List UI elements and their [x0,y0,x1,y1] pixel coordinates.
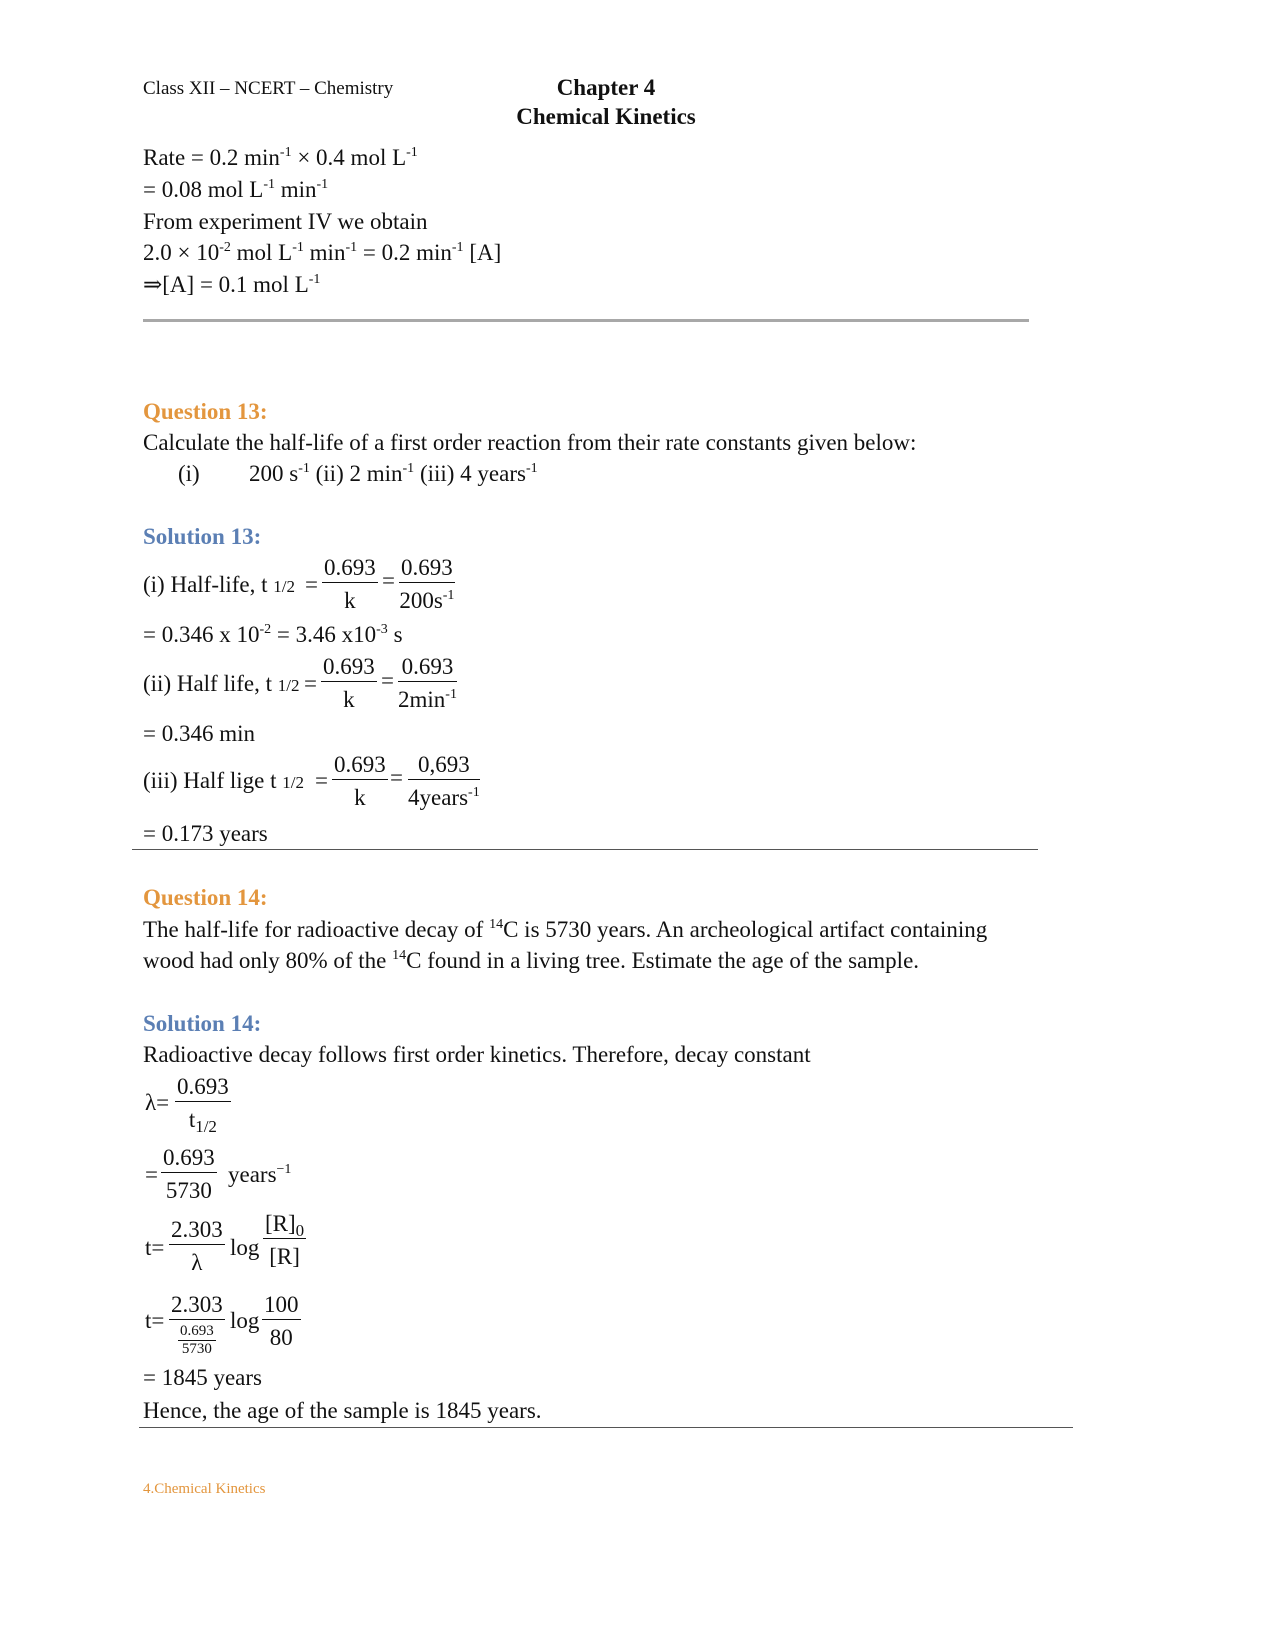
question-14-line-1: The half-life for radioactive decay of $^{14}$C is 5730 years. An archeological artifact containing [143,917,988,942]
solution-13-divider [132,849,1038,850]
s14-years-unit: years$^{-1}$ [228,1162,292,1187]
s13-ii-equals-1: = [304,671,317,696]
question-14-heading: Question 14: [143,885,268,910]
s14-t-fraction-1: $\frac{2.303}{\lambda}$ [171,1217,223,1275]
solution-14-heading: Solution 14: [143,1011,262,1036]
s14-conclusion: Hence, the age of the sample is 1845 years. [143,1398,542,1423]
s13-i-fraction-1: $\frac{0.693}{k}$ [324,555,376,613]
prev-line-5: ⇒[A] = 0.1 mol $L^{-1}$ [143,272,321,297]
s13-ii-fraction-2: 0.693 $2\min^{-1}$ [398,654,457,712]
s13-iii-fraction-1: $\frac{0.693}{k}$ [334,752,386,810]
s13-iii-fraction-2: 0,693 4years$^{-1}$ [408,752,480,810]
solution-14-intro: Radioactive decay follows first order kinetics. Therefore, decay constant [143,1042,811,1067]
section-divider [143,319,1029,322]
s14-t-fraction-2-denominator: $\frac{0.693}{5730}$ [180,1323,214,1357]
header-class-label: Class XII – NCERT – Chemistry [143,78,394,99]
s14-log-2: log [230,1308,260,1333]
question-13-text: Calculate the half-life of a first order reaction from their rate constants given below: [143,430,917,455]
prev-line-1: Rate = 0.2 $\min^{-1} \times 0.4$ mol $L^{-1}$ [143,145,418,170]
s14-t-label-1: t= [145,1235,165,1260]
s13-iii-equals-2: = [390,765,403,790]
s14-log-1: log [230,1235,260,1260]
question-13-options: 200 $s^{-1}$ (ii) 2 $\min^{-1} (iii)$ 4 years$^{-1}$ [249,461,538,486]
s14-result: = 1845 years [143,1365,262,1390]
question-13-heading: Question 13: [143,399,268,424]
solution-14-divider [139,1427,1073,1428]
s14-years-fraction: $\frac{0.693}{5730}$ [163,1145,215,1203]
s13-iii-result: = 0.173 years [143,821,268,846]
prev-line-2: = 0.08 mol $L^{-1}$ $\min^{-1}$ [143,177,329,202]
s14-ratio-fraction-1: $\frac{[R]_0}{[R]}$ [265,1211,305,1269]
question-14-line-2: wood had only 80% of the $^{14}$C found in a living tree. Estimate the age of the sample. [143,948,920,973]
s13-i-equals-1: = [305,572,318,597]
question-13-option-number: (i) [178,461,200,486]
s13-i-fraction-2: $\frac{0.693}{200s^{-1}}$ [399,555,455,613]
chapter-title: Chemical Kinetics [516,104,696,129]
s14-ratio-fraction-2: $\frac{100}{80}$ [264,1292,299,1350]
s13-iii-equals-1: = [315,768,328,793]
s13-ii-fraction-1: $\frac{0.693}{k}$ [323,654,375,712]
s13-ii-equals-2: = [381,668,394,693]
solution-13-heading: Solution 13: [143,524,262,549]
footer-chapter-label: 4.Chemical Kinetics [143,1481,266,1497]
s13-i-result: = 0.346 x $10^{-2} = 3.46$ $x10^{-3}$ s [143,622,403,647]
s13-iii-label: (iii) Half lige t 1/2 [143,768,304,793]
prev-line-4: $2.0 \times 10^{-2}$ mol $L^{-1}$ $\min^{-1} = 0.2$ $\min^{-1} [A]$ [143,240,502,265]
s13-ii-label: (ii) Half life, t 1/2 [143,671,300,696]
s13-ii-result: = 0.346 min [143,721,256,746]
prev-line-3: From experiment IV we obtain [143,209,428,234]
s14-t-label-2: t= [145,1308,165,1333]
s14-t-fraction-2: 2.303 $\frac{0.693}{5730}$ [171,1292,223,1357]
s14-lambda-fraction: $\frac{0.693}{t_{1/2}}$ [177,1074,229,1136]
chapter-number: Chapter 4 [556,75,656,100]
s14-lambda: λ= [145,1090,170,1115]
s13-i-label: (i) Half-life, t 1/2 [143,572,296,597]
s13-i-equals-2: = [382,568,395,593]
chapter-heading [406,73,806,131]
s14-equals: = [145,1162,158,1187]
